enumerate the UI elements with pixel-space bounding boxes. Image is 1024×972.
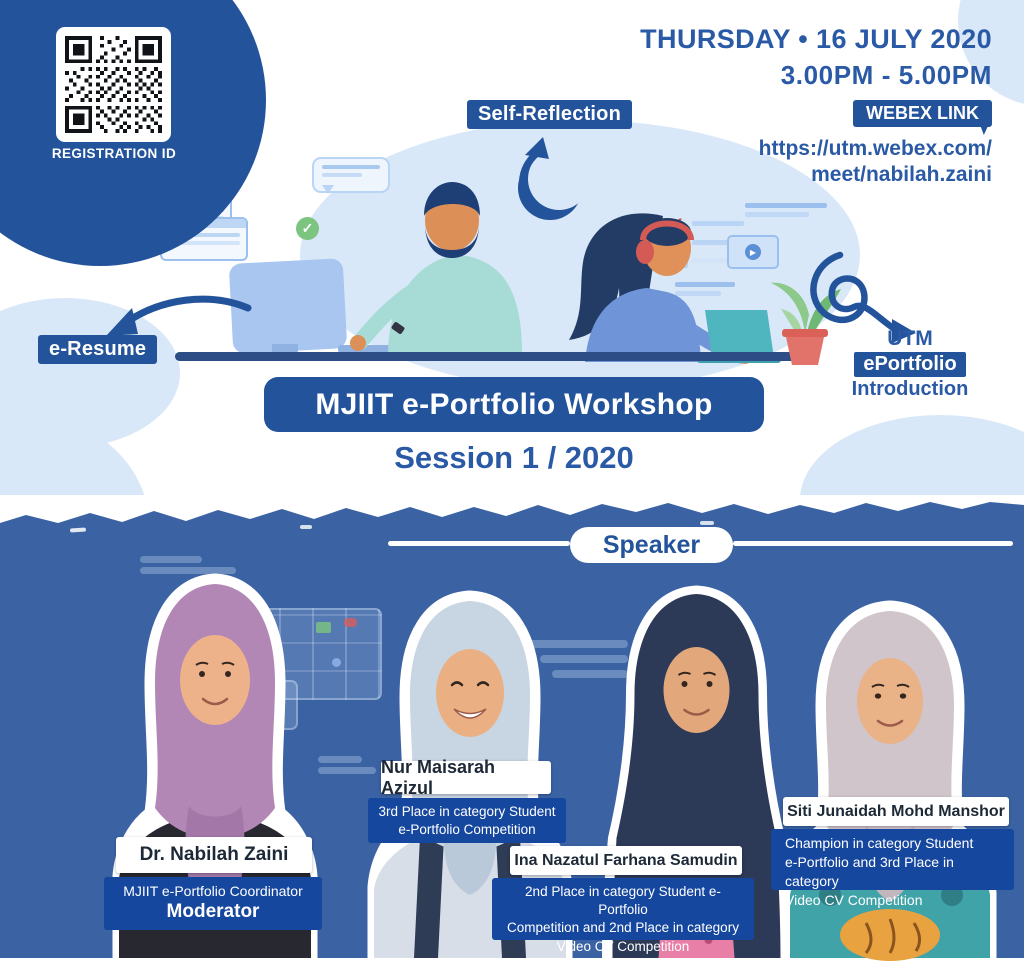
utm-eportfolio-label — [840, 327, 980, 401]
qr-code — [56, 27, 171, 142]
speaker-award: Champion in category Student e-Portfolio and 3rd Place in category Video CV Competition — [771, 829, 1014, 890]
speaker-award: 2nd Place in category Student e-Portfolio Competition and 2nd Place in category Video CV Competition — [492, 878, 754, 940]
speaker-divider-right — [733, 541, 1013, 546]
webex-url[interactable]: https://utm.webex.com/ meet/nabilah.zaini — [758, 137, 992, 186]
woman-illustration — [555, 200, 785, 362]
session-subtitle: Session 1 / 2020 — [394, 440, 634, 475]
speaker-divider-left — [388, 541, 570, 546]
event-date: THURSDAY • 16 JULY 2020 — [640, 24, 992, 54]
introduction-text: Introduction — [851, 378, 969, 400]
e-resume-label: e-Resume — [38, 335, 157, 364]
speaker-heading: Speaker — [570, 527, 733, 563]
speaker-name: Siti Junaidah Mohd Manshor — [783, 797, 1009, 826]
speaker-name: Dr. Nabilah Zaini — [116, 837, 312, 873]
man-illustration — [370, 182, 540, 354]
registration-id-label: REGISTRATION ID — [51, 146, 177, 161]
speaker-award: 3rd Place in category Student e-Portfolio Competition — [368, 798, 566, 843]
desk-illustration — [175, 352, 812, 361]
brush-stroke-edge — [0, 495, 1024, 541]
utm-text: UTM — [887, 327, 933, 350]
event-details — [640, 24, 992, 187]
event-time: 3.00PM - 5.00PM — [780, 60, 992, 90]
self-reflection-label: Self-Reflection — [467, 100, 632, 129]
speaker-role: MJIIT e-Portfolio Coordinator Moderator — [104, 877, 322, 930]
deco-line — [140, 556, 202, 563]
webex-link-badge: WEBEX LINK — [853, 100, 992, 127]
poster-title: MJIIT e-Portfolio Workshop — [264, 377, 764, 432]
video-player-icon: ▶ — [727, 235, 779, 269]
check-icon: ✓ — [296, 217, 319, 240]
eportfolio-text: ePortfolio — [854, 352, 965, 377]
speaker-name: Ina Nazatul Farhana Samudin — [510, 846, 742, 875]
speaker-name: Nur Maisarah Azizul — [381, 761, 551, 794]
